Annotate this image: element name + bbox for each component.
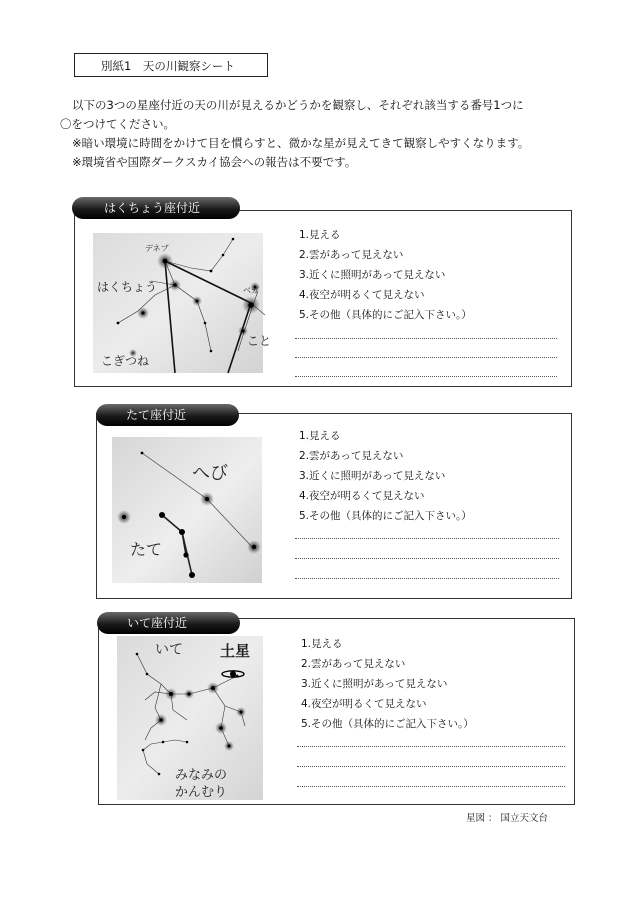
option-nearby-lights[interactable]: 3.近くに照明があって見えない [299, 470, 446, 482]
option-visible[interactable]: 1.見える [299, 229, 341, 241]
scutum-options [299, 426, 472, 526]
label-saturn: 土星 [220, 642, 251, 660]
option-cloudy[interactable]: 2.雲があって見えない [299, 450, 404, 462]
answer-line[interactable] [297, 766, 565, 767]
note-line-1: ※暗い環境に時間をかけて目を慣らすと、微かな星が見えてきて観察しやすくなります。 [72, 136, 530, 150]
option-visible[interactable]: 1.見える [299, 430, 341, 442]
option-cloudy[interactable]: 2.雲があって見えない [299, 249, 404, 261]
label-corona-australis-2: かんむり [175, 785, 228, 800]
answer-line[interactable] [297, 746, 565, 747]
answer-line[interactable] [295, 357, 557, 358]
answer-line[interactable] [295, 338, 557, 339]
answer-line[interactable] [295, 376, 557, 377]
option-cloudy[interactable]: 2.雲があって見えない [301, 658, 406, 670]
sagittarius-star-chart [117, 636, 263, 800]
scutum-star-chart [112, 437, 262, 583]
answer-line[interactable] [295, 538, 559, 539]
chart-background [93, 233, 263, 373]
instruction-line-2: 〇をつけてください。 [60, 117, 175, 131]
label-vega: ベガ [243, 286, 259, 295]
note-line-2: ※環境省や国際ダークスカイ協会への報告は不要です。 [72, 155, 357, 169]
scutum-section-tab: たて座付近 [96, 404, 239, 426]
option-other[interactable]: 5.その他（具体的にご記入下さい。） [299, 309, 472, 321]
option-bright-sky[interactable]: 4.夜空が明るくて見えない [301, 698, 427, 710]
answer-line[interactable] [297, 786, 565, 787]
option-other[interactable]: 5.その他（具体的にご記入下さい。） [299, 510, 472, 522]
label-corona-australis-1: みなみの [175, 768, 228, 783]
answer-line[interactable] [295, 578, 559, 579]
label-deneb: デネブ [145, 244, 169, 253]
option-other[interactable]: 5.その他（具体的にご記入下さい。） [301, 718, 474, 730]
instructions [60, 96, 600, 172]
label-scutum: たて [130, 540, 163, 559]
cygnus-star-chart [93, 233, 272, 373]
label-vulpecula: こぎつね [101, 354, 150, 368]
cygnus-options [299, 225, 472, 325]
sagittarius-options [301, 634, 474, 734]
option-bright-sky[interactable]: 4.夜空が明るくて見えない [299, 490, 425, 502]
star-chart-credit: 星図 ： 国立天文台 [466, 813, 549, 824]
label-lyra: こと [247, 334, 272, 348]
option-nearby-lights[interactable]: 3.近くに照明があって見えない [299, 269, 446, 281]
option-nearby-lights[interactable]: 3.近くに照明があって見えない [301, 678, 448, 690]
instruction-line-1: 以下の3つの星座付近の天の川が見えるかどうかを観察し、それぞれ該当する番号1つに [72, 98, 524, 112]
label-cygnus: はくちょう [97, 280, 158, 294]
label-serpens: へび [192, 463, 228, 484]
sheet-title: 別紙1 天の川観察シート [74, 53, 268, 77]
option-visible[interactable]: 1.見える [301, 638, 343, 650]
label-sagittarius: いて [155, 642, 183, 658]
sagittarius-section-tab: いて座付近 [97, 612, 240, 634]
chart-background [112, 437, 262, 583]
cygnus-section-tab: はくちょう座付近 [72, 197, 240, 219]
answer-line[interactable] [295, 558, 559, 559]
option-bright-sky[interactable]: 4.夜空が明るくて見えない [299, 289, 425, 301]
